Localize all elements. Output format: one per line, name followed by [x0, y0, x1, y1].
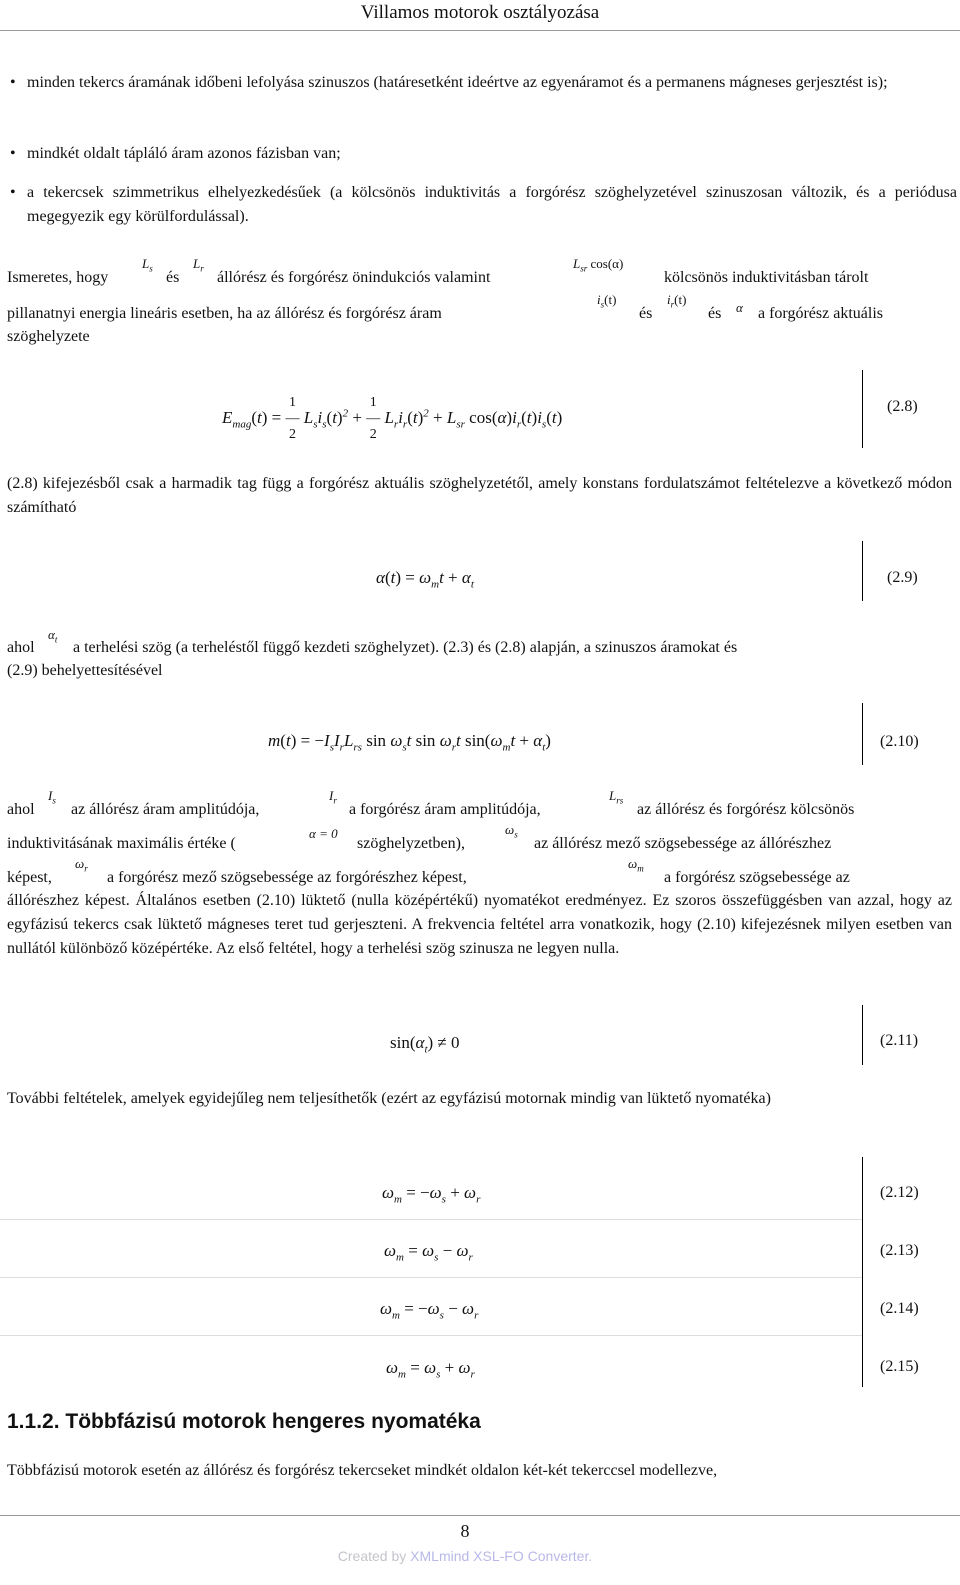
equation-2-11: $\sin(\alpha_t) \ne 0$ — [390, 1033, 460, 1056]
equation-number: (2.10) — [880, 733, 919, 750]
text-fragment: szöghelyzete — [7, 328, 90, 345]
inline-formula-wm: $\omega_m$ — [628, 856, 644, 874]
inline-formula-ws: $\omega_s$ — [505, 822, 518, 840]
equation-2-14: $\omega_m = -\omega_s - \omega_r$ — [380, 1299, 479, 1322]
equation-rule — [862, 370, 863, 448]
inline-formula-Is: $I_s$ — [48, 788, 56, 806]
text-fragment: az állórész mező szögsebessége az állórészhez — [534, 835, 832, 852]
bullet-mark: • — [10, 74, 16, 91]
equation-number: (2.12) — [880, 1184, 919, 1201]
inline-formula-Lr: $L_r$ — [193, 256, 204, 274]
text-fragment: az állórész és forgórész kölcsönös — [637, 801, 855, 818]
inline-formula-Ls: $L_s$ — [142, 256, 153, 274]
section-heading: 1.1.2. Többfázisú motorok hengeres nyomatéka — [7, 1410, 481, 1433]
bullet-mark: • — [10, 184, 16, 201]
row-separator — [0, 1277, 862, 1278]
inline-formula-Ir: $I_r$ — [329, 788, 337, 806]
bullet-item — [0, 142, 960, 168]
inline-formula-Lrs: $L_{rs}$ — [609, 788, 624, 806]
inline-formula-ir: $i_r(t)$ — [667, 292, 687, 310]
equation-2-15: $\omega_m = \omega_s + \omega_r$ — [386, 1358, 475, 1381]
generator-credit: Created by XMLmind XSL-FO Converter. — [337, 1548, 593, 1564]
page-number: 8 — [460, 1521, 470, 1541]
equation-2-12: $\omega_m = -\omega_s + \omega_r$ — [382, 1183, 481, 1206]
text-fragment: a forgórész áram amplitúdója, — [349, 801, 541, 818]
inline-formula-alpha-zero: α = 0 — [309, 826, 338, 841]
generator-name: XMLmind XSL-FO Converter — [410, 1548, 589, 1564]
running-header: Villamos motorok osztályozása — [360, 2, 600, 23]
inline-formula-alpha-t: $\alpha_t$ — [48, 627, 58, 645]
equation-2-10: $m(t) = -I_sI_rL_{rs}$ $\sin \omega_st$ $\sin \omega_rt$ $\sin(\omega_mt + \alpha_t)$ — [268, 731, 551, 754]
equation-number: (2.13) — [880, 1242, 919, 1259]
bullet-mark: • — [10, 145, 16, 162]
equation-number: (2.11) — [880, 1032, 919, 1049]
paragraph: Többfázisú motorok esetén az állórész és forgórész tekercseket mindkét oldalon két-két tekerccsel modellezve, — [7, 1462, 718, 1479]
bullet-item — [0, 71, 960, 121]
equation-number: (2.14) — [880, 1300, 919, 1317]
text-fragment: kölcsönös induktivitásban tárolt — [664, 269, 869, 286]
equation-number: (2.9) — [887, 569, 918, 586]
header-rule — [0, 30, 960, 31]
text-fragment: szöghelyzetben), — [357, 835, 465, 852]
text-fragment: az állórész áram amplitúdója, — [71, 801, 260, 818]
text-fragment: ahol — [7, 801, 35, 818]
inline-formula-is: $i_s(t)$ — [597, 292, 617, 310]
text-fragment: pillanatnyi energia lineáris esetben, ha az állórész és forgórész áram — [7, 305, 442, 322]
paragraph: (2.8) kifejezésből csak a harmadik tag függ a forgórész aktuális szöghelyzetétől, amely konstans fordulatszámot feltételezve a következő módon számítható — [7, 475, 952, 516]
bullet-text: mindkét oldalt tápláló áram azonos fázisban van; — [27, 145, 341, 162]
paragraph: állórészhez képest. Általános esetben (2.10) lüktető (nulla középértékű) nyomatékot eredményez. Ez szoros összefüggésben van azzal, hogy az egyfázisú tekercs csak lüktető mágneses teret tud gerjeszteni. A frekvencia feltétel arra vonatkozik, hogy (2.10) kifejezésnek milyen esetben van nullától különböző középértéke. Az első feltétel, hogy a terhelési szög szinusza ne legyen nulla. — [7, 892, 952, 957]
text-fragment: a forgórész szögsebessége az — [664, 869, 850, 886]
equation-rule — [862, 541, 863, 601]
equation-2-8: $E_{mag}(t) = 1$ — 2 $L_si_s(t)^2 + 1$ — 2 $L_ri_r(t)^2 + L_{sr}$ $\cos(\alpha)i_r(t)i_s(t)$ — [222, 395, 563, 442]
text-fragment: induktivitásának maximális értéke ( — [7, 835, 236, 852]
bullet-text: minden tekercs áramának időbeni lefolyása szinuszos (határesetként ideértve az egyenáramot és a permanens mágneses gerjesztést is); — [27, 74, 888, 91]
text-fragment: és — [708, 305, 722, 322]
equation-rule — [862, 703, 863, 765]
inline-formula-Lsr-cos: $L_{sr}$ cos(α) — [573, 256, 624, 274]
equation-number: (2.8) — [887, 398, 918, 415]
text-fragment: a forgórész mező szögsebessége az forgórészhez képest, — [107, 869, 467, 886]
text-fragment: állórész és forgórész önindukciós valamint — [217, 269, 491, 286]
bullet-item — [0, 181, 960, 231]
equation-number: (2.15) — [880, 1358, 919, 1375]
equation-rule — [862, 1157, 863, 1387]
inline-formula-wr: $\omega_r$ — [75, 856, 88, 874]
text-fragment: (2.9) behelyettesítésével — [7, 662, 163, 679]
text-fragment: és — [166, 269, 180, 286]
equation-2-13: $\omega_m = \omega_s - \omega_r$ — [384, 1241, 473, 1264]
text-fragment: Ismeretes, hogy — [7, 269, 109, 286]
text-fragment: a forgórész aktuális — [758, 305, 883, 322]
text-fragment: a terhelési szög (a terheléstől függő kezdeti szöghelyzet). (2.3) és (2.8) alapján, a szinuszos áramokat és — [73, 639, 738, 656]
paragraph: További feltételek, amelyek egyidejűleg nem teljesíthetők (ezért az egyfázisú motornak mindig van lüktető nyomatéka) — [7, 1090, 771, 1107]
text-fragment: és — [639, 305, 653, 322]
text-fragment: ahol — [7, 639, 35, 656]
footer-rule — [0, 1515, 960, 1516]
row-separator — [0, 1219, 862, 1220]
bullet-text: a tekercsek szimmetrikus elhelyezkedésűek (a kölcsönös induktivitás a forgórész szöghelyzetével szinuszosan változik, és a periódusa megegyezik egy körülfordulással). — [27, 184, 957, 225]
inline-formula-alpha: α — [736, 300, 743, 315]
row-separator — [0, 1335, 862, 1336]
equation-rule — [862, 1005, 863, 1065]
text-fragment: képest, — [7, 869, 52, 886]
equation-2-9: $\alpha(t) = \omega_mt + \alpha_t$ — [376, 568, 474, 591]
